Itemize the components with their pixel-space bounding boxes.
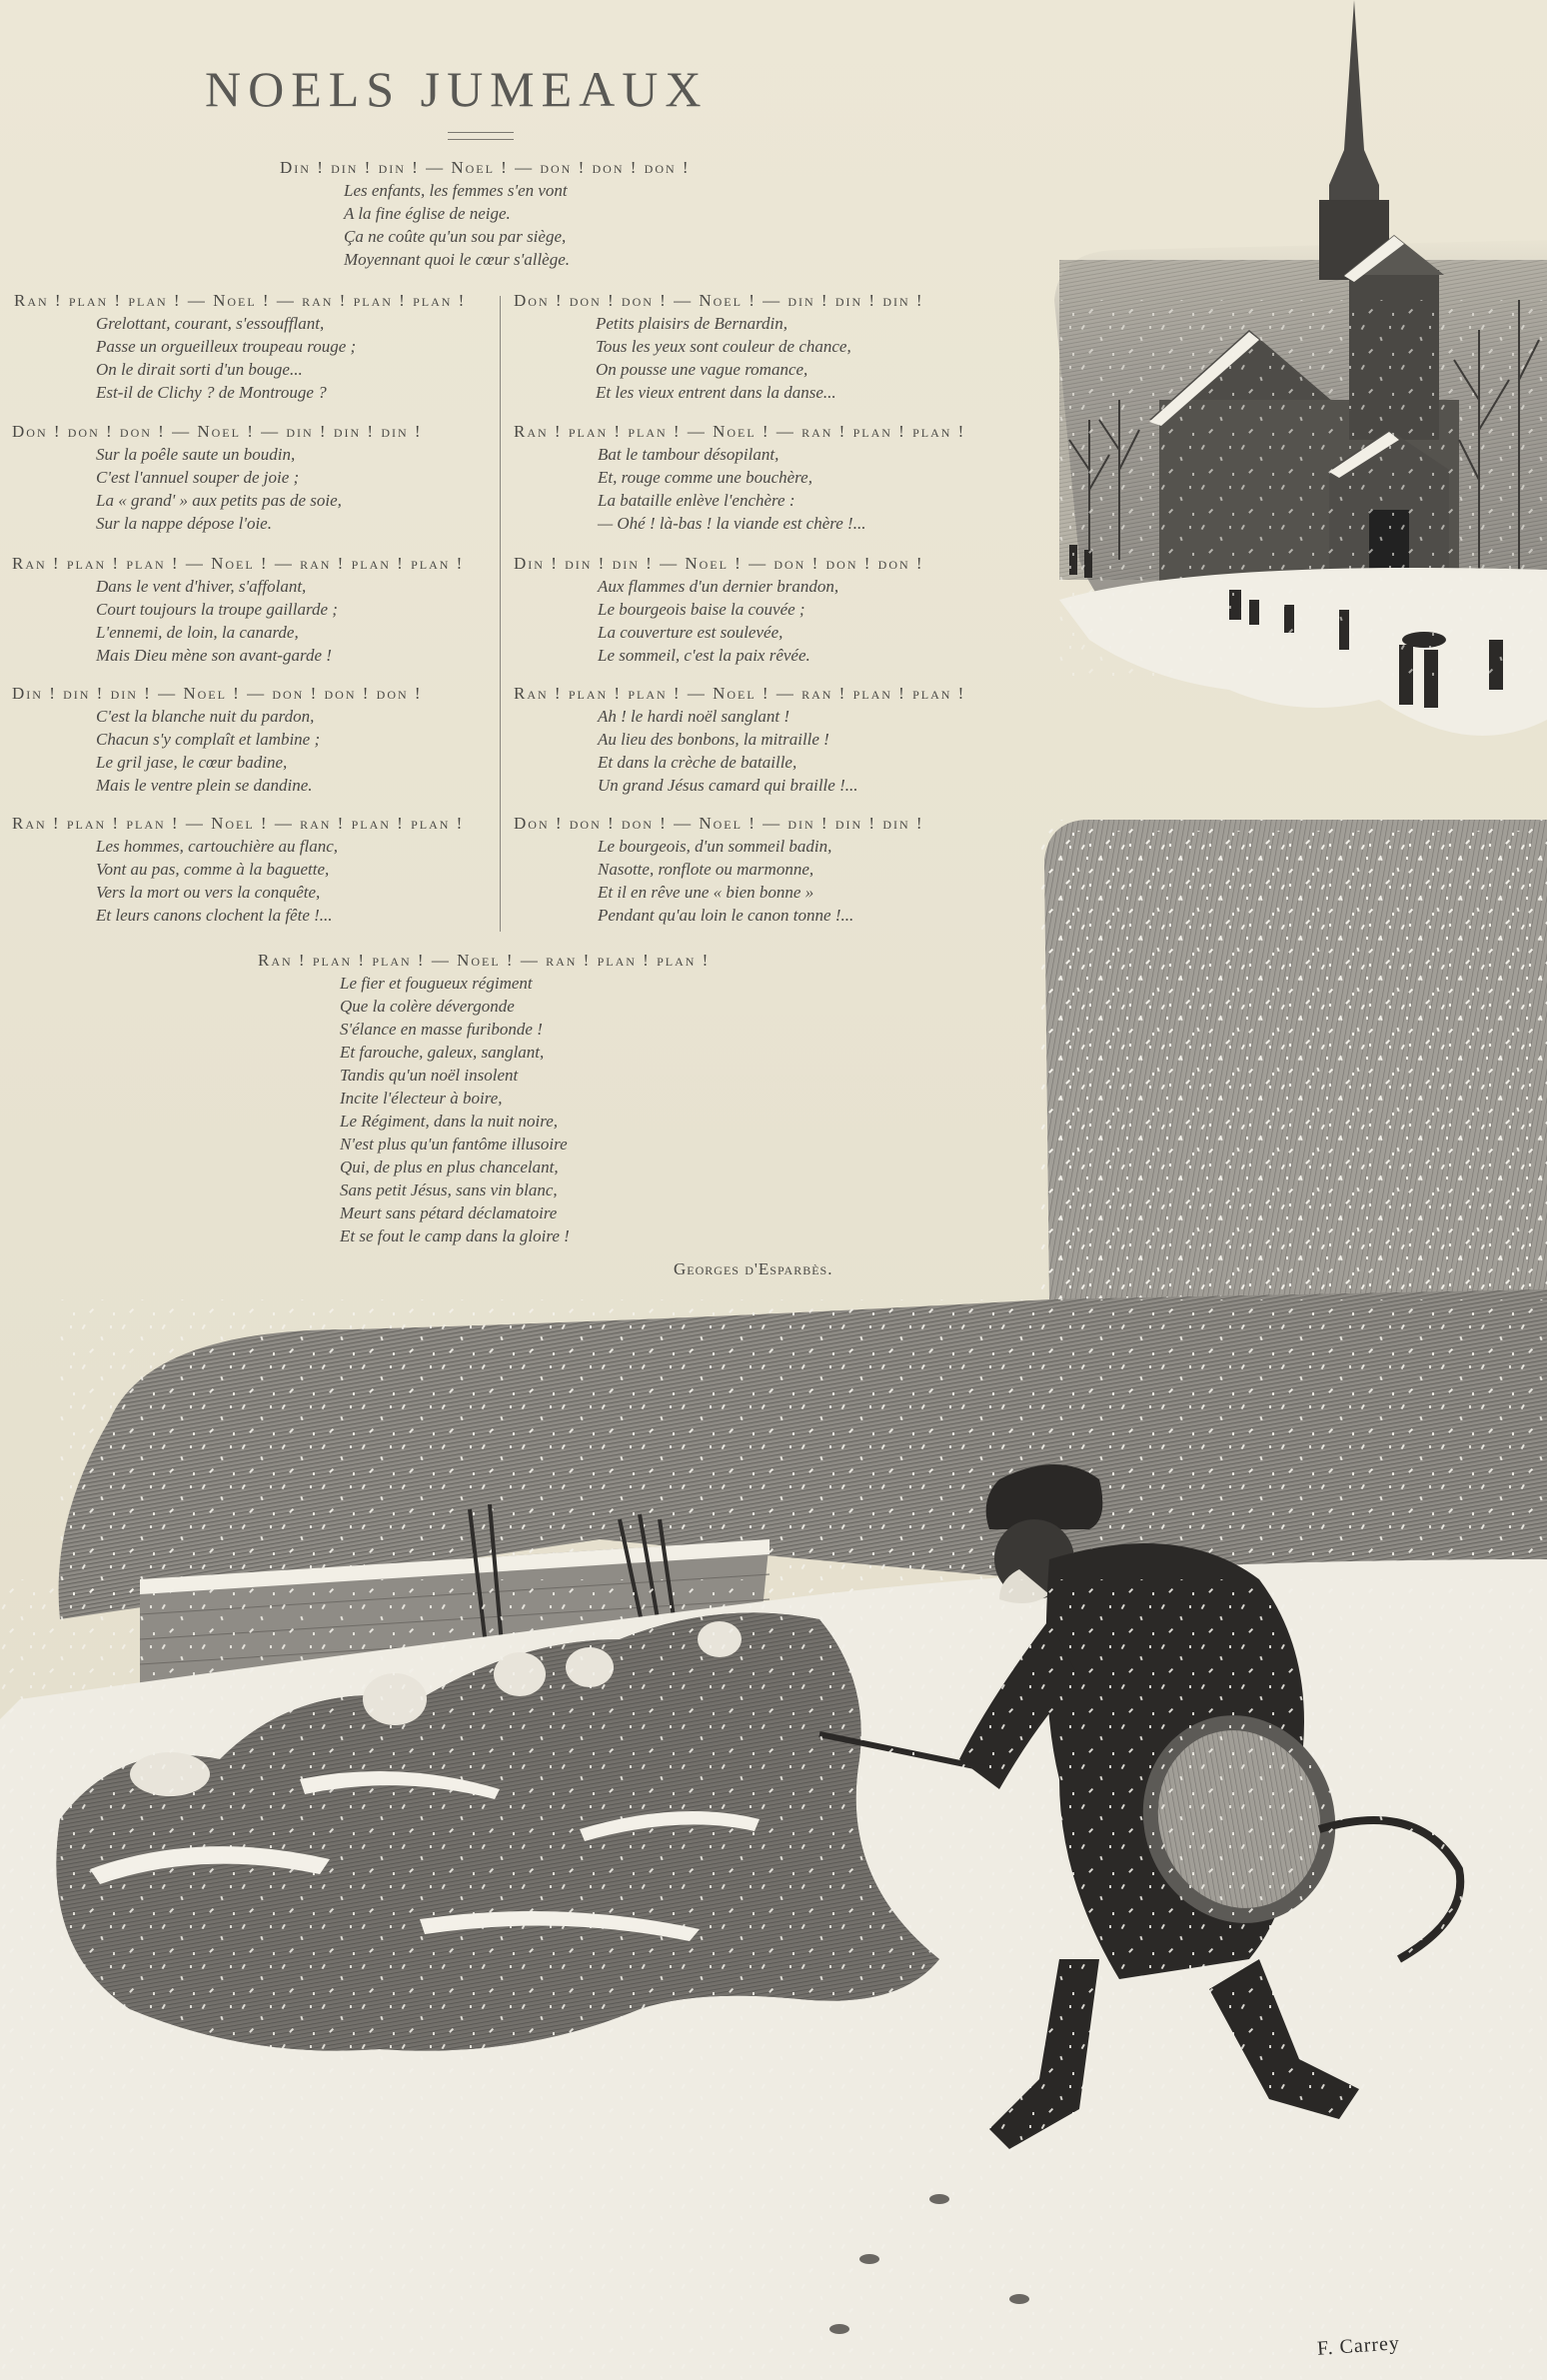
artist-signature: F. Carrey (1316, 2332, 1401, 2360)
verse-line: Moyennant quoi le cœur s'allège. (344, 250, 571, 269)
verse-line: Est-il de Clichy ? de Montrouge ? (96, 383, 327, 402)
author-credit: Georges d'Esparbès. (674, 1259, 833, 1278)
verse-line: Les enfants, les femmes s'en vont (344, 181, 568, 200)
title-ornament (448, 132, 514, 140)
verse-line: Sur la nappe dépose l'oie. (96, 514, 272, 533)
stanza-refrain: Don ! don ! don ! — Noel ! — din ! din ! din ! (514, 814, 924, 833)
verse-line: On le dirait sorti d'un bouge... (96, 360, 303, 379)
verse-line: Pendant qu'au loin le canon tonne !... (598, 906, 854, 925)
verse-line: Sur la poêle saute un boudin, (96, 445, 296, 464)
stanza-refrain: Din ! din ! din ! — Noel ! — don ! don ! don ! (12, 684, 423, 703)
verse-line: S'élance en masse furibonde ! (340, 1020, 543, 1039)
verse-line: Passe un orgueilleux troupeau rouge ; (96, 337, 357, 356)
verse-line: Tandis qu'un noël insolent (340, 1066, 519, 1085)
verse-line: Et il en rêve une « bien bonne » (598, 883, 814, 902)
verse-line: Les hommes, cartouchière au flanc, (96, 837, 339, 856)
verse-line: Chacun s'y complaît et lambine ; (96, 730, 321, 749)
stanza-refrain: Don ! don ! don ! — Noel ! — din ! din ! din ! (514, 291, 924, 310)
stanza-refrain: Ran ! plan ! plan ! — Noel ! — ran ! plan ! plan ! (258, 951, 711, 970)
verse-line: Et les vieux entrent dans la danse... (596, 383, 836, 402)
verse-line: Un grand Jésus camard qui braille !... (598, 776, 858, 795)
right-stanza-4 (514, 683, 965, 797)
verse-line: Au lieu des bonbons, la mitraille ! (598, 730, 829, 749)
verse-line: Et, rouge comme une bouchère, (598, 468, 812, 487)
stanza-refrain: Don ! don ! don ! — Noel ! — din ! din ! din ! (12, 422, 423, 441)
verse-line: Court toujours la troupe gaillarde ; (96, 600, 338, 619)
verse-line: Petits plaisirs de Bernardin, (596, 314, 788, 333)
left-stanza-2 (12, 421, 423, 535)
verse-line: Ça ne coûte qu'un sou par siège, (344, 227, 567, 246)
verse-line: Le fier et fougueux régiment (340, 974, 533, 993)
verse-line: Le Régiment, dans la nuit noire, (340, 1112, 558, 1131)
verse-line: Bat le tambour désopilant, (598, 445, 779, 464)
right-stanza-2 (514, 421, 965, 535)
verse-line: Mais le ventre plein se dandine. (96, 776, 313, 795)
verse-line: Mais Dieu mène son avant-garde ! (96, 646, 332, 665)
verse-line: Le gril jase, le cœur badine, (96, 753, 288, 772)
verse-line: Le sommeil, c'est la paix rêvée. (598, 646, 810, 665)
verse-line: L'ennemi, de loin, la canarde, (96, 623, 299, 642)
verse-line: Incite l'électeur à boire, (340, 1089, 503, 1108)
stanza-refrain: Ran ! plan ! plan ! — Noel ! — ran ! plan ! plan ! (12, 814, 465, 833)
verse-line: Qui, de plus en plus chancelant, (340, 1158, 559, 1177)
verse-line: La « grand' » aux petits pas de soie, (96, 491, 342, 510)
stanza-refrain: Ran ! plan ! plan ! — Noel ! — ran ! plan ! plan ! (514, 422, 966, 441)
verse-line: Dans le vent d'hiver, s'affolant, (96, 577, 307, 596)
column-divider (500, 296, 501, 932)
verse-line: Le bourgeois, d'un sommeil badin, (598, 837, 832, 856)
verse-line: Et leurs canons clochent la fête !... (96, 906, 333, 925)
verse-line: Grelottant, courant, s'essoufflant, (96, 314, 325, 333)
verse-line: Ah ! le hardi noël sanglant ! (598, 707, 790, 726)
verse-line: Meurt sans pétard déclamatoire (340, 1203, 558, 1222)
verse-line: Le bourgeois baise la couvée ; (598, 600, 805, 619)
verse-line: On pousse une vague romance, (596, 360, 808, 379)
verse-line: Et se fout le camp dans la gloire ! (340, 1226, 570, 1245)
left-stanza-5 (12, 813, 464, 927)
stanza-refrain: Din ! din ! din ! — Noel ! — don ! don ! don ! (280, 158, 691, 177)
verse-line: Et farouche, galeux, sanglant, (340, 1043, 545, 1062)
verse-line: La bataille enlève l'enchère : (598, 491, 795, 510)
verse-line: N'est plus qu'un fantôme illusoire (340, 1135, 568, 1154)
verse-line: Tous les yeux sont couleur de chance, (596, 337, 851, 356)
verse-line: Aux flammes d'un dernier brandon, (598, 577, 839, 596)
verse-line: Sans petit Jésus, sans vin blanc, (340, 1181, 558, 1199)
stanza-refrain: Ran ! plan ! plan ! — Noel ! — ran ! plan ! plan ! (12, 554, 465, 573)
verse-line: A la fine église de neige. (344, 204, 511, 223)
intro-stanza (280, 157, 691, 271)
stanza-refrain: Din ! din ! din ! — Noel ! — don ! don ! don ! (514, 554, 924, 573)
right-stanza-1 (514, 290, 924, 404)
verse-line: Vers la mort ou vers la conquête, (96, 883, 321, 902)
final-stanza (258, 950, 710, 1247)
verse-line: Que la colère dévergonde (340, 997, 515, 1016)
verse-line: C'est l'annuel souper de joie ; (96, 468, 300, 487)
verse-line: La couverture est soulevée, (598, 623, 783, 642)
left-stanza-1 (14, 290, 466, 404)
verse-line: Nasotte, ronflote ou marmonne, (598, 860, 814, 879)
verse-line: — Ohé ! là-bas ! la viande est chère !... (598, 514, 866, 533)
verse-line: Vont au pas, comme à la baguette, (96, 860, 330, 879)
stanza-refrain: Ran ! plan ! plan ! — Noel ! — ran ! plan ! plan ! (514, 684, 966, 703)
poem-title: NOELS JUMEAUX (205, 61, 709, 117)
left-stanza-4 (12, 683, 423, 797)
right-stanza-3 (514, 553, 924, 667)
stanza-refrain: Ran ! plan ! plan ! — Noel ! — ran ! plan ! plan ! (14, 291, 467, 310)
right-stanza-5 (514, 813, 924, 927)
left-stanza-3 (12, 553, 464, 667)
verse-line: Et dans la crèche de bataille, (598, 753, 797, 772)
verse-line: C'est la blanche nuit du pardon, (96, 707, 315, 726)
